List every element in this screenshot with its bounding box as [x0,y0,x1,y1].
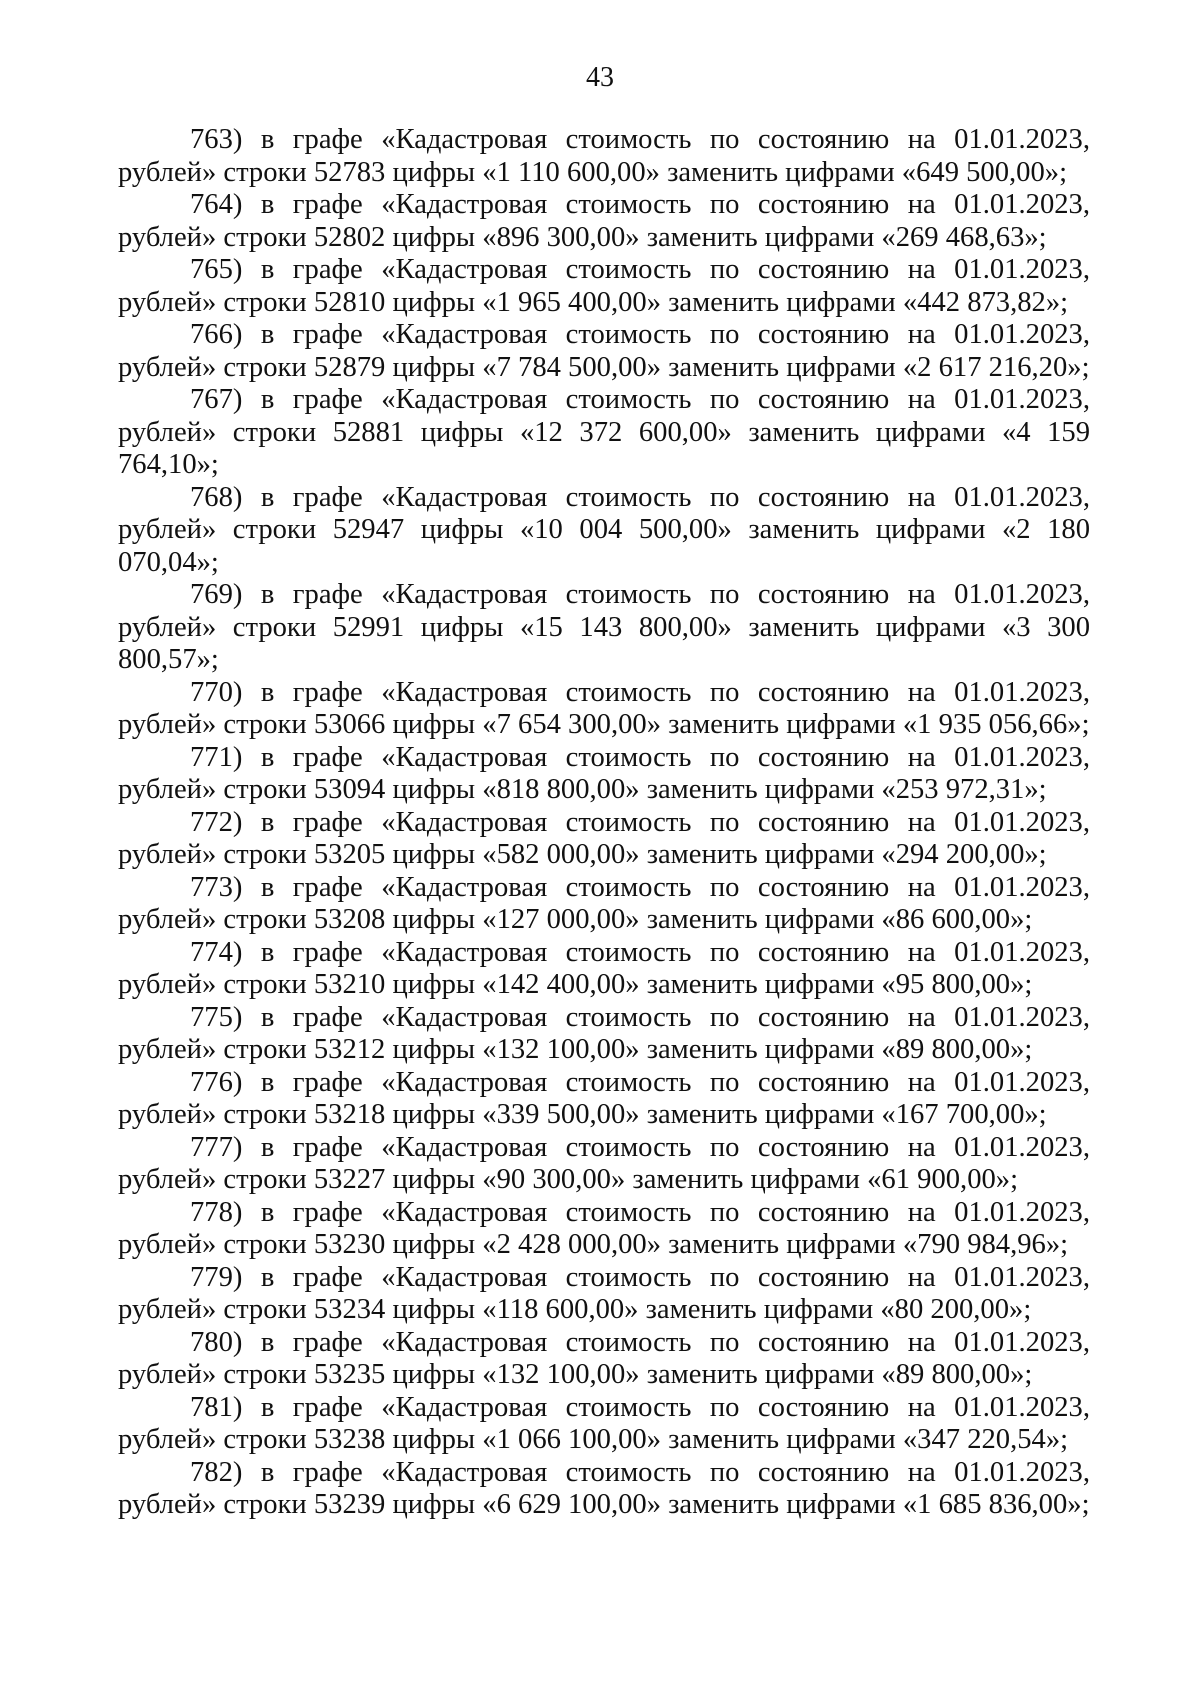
list-item-768: 768) в графе «Кадастровая стоимость по состоянию на 01.01.2023, рублей» строки 52947 цифры «10 004 500,00» заменить цифрами «2 180 070,04»; [118,481,1090,578]
list-item-779: 779) в графе «Кадастровая стоимость по состоянию на 01.01.2023, рублей» строки 53234 цифры «118 600,00» заменить цифрами «80 200,00»; [118,1261,1090,1325]
list-item-778: 778) в графе «Кадастровая стоимость по состоянию на 01.01.2023, рублей» строки 53230 цифры «2 428 000,00» заменить цифрами «790 984,96»; [118,1196,1090,1260]
list-item-781: 781) в графе «Кадастровая стоимость по состоянию на 01.01.2023, рублей» строки 53238 цифры «1 066 100,00» заменить цифрами «347 220,54»; [118,1391,1090,1455]
list-item-776: 776) в графе «Кадастровая стоимость по состоянию на 01.01.2023, рублей» строки 53218 цифры «339 500,00» заменить цифрами «167 700,00»; [118,1066,1090,1130]
list-item-774: 774) в графе «Кадастровая стоимость по состоянию на 01.01.2023, рублей» строки 53210 цифры «142 400,00» заменить цифрами «95 800,00»; [118,936,1090,1000]
list-item-773: 773) в графе «Кадастровая стоимость по состоянию на 01.01.2023, рублей» строки 53208 цифры «127 000,00» заменить цифрами «86 600,00»; [118,871,1090,935]
list-item-775: 775) в графе «Кадастровая стоимость по состоянию на 01.01.2023, рублей» строки 53212 цифры «132 100,00» заменить цифрами «89 800,00»; [118,1001,1090,1065]
document-body [118,124,1090,1522]
list-item-764: 764) в графе «Кадастровая стоимость по состоянию на 01.01.2023, рублей» строки 52802 цифры «896 300,00» заменить цифрами «269 468,63»; [118,189,1090,253]
list-item-771: 771) в графе «Кадастровая стоимость по состоянию на 01.01.2023, рублей» строки 53094 цифры «818 800,00» заменить цифрами «253 972,31»; [118,741,1090,805]
list-item-766: 766) в графе «Кадастровая стоимость по состоянию на 01.01.2023, рублей» строки 52879 цифры «7 784 500,00» заменить цифрами «2 617 216,20»; [118,319,1090,383]
list-item-780: 780) в графе «Кадастровая стоимость по состоянию на 01.01.2023, рублей» строки 53235 цифры «132 100,00» заменить цифрами «89 800,00»; [118,1326,1090,1390]
list-item-782: 782) в графе «Кадастровая стоимость по состоянию на 01.01.2023, рублей» строки 53239 цифры «6 629 100,00» заменить цифрами «1 685 836,00»; [118,1456,1090,1520]
list-item-763: 763) в графе «Кадастровая стоимость по состоянию на 01.01.2023, рублей» строки 52783 цифры «1 110 600,00» заменить цифрами «649 500,00»; [118,124,1090,188]
list-item-769: 769) в графе «Кадастровая стоимость по состоянию на 01.01.2023, рублей» строки 52991 цифры «15 143 800,00» заменить цифрами «3 300 800,57»; [118,579,1090,675]
list-item-777: 777) в графе «Кадастровая стоимость по состоянию на 01.01.2023, рублей» строки 53227 цифры «90 300,00» заменить цифрами «61 900,00»; [118,1131,1090,1195]
list-item-772: 772) в графе «Кадастровая стоимость по состоянию на 01.01.2023, рублей» строки 53205 цифры «582 000,00» заменить цифрами «294 200,00»; [118,806,1090,870]
list-item-770: 770) в графе «Кадастровая стоимость по состоянию на 01.01.2023, рублей» строки 53066 цифры «7 654 300,00» заменить цифрами «1 935 056,66»; [118,676,1090,740]
list-item-767: 767) в графе «Кадастровая стоимость по состоянию на 01.01.2023, рублей» строки 52881 цифры «12 372 600,00» заменить цифрами «4 159 764,10»; [118,384,1090,480]
list-item-765: 765) в графе «Кадастровая стоимость по состоянию на 01.01.2023, рублей» строки 52810 цифры «1 965 400,00» заменить цифрами «442 873,82»; [118,254,1090,318]
page-number: 43 [586,62,614,93]
